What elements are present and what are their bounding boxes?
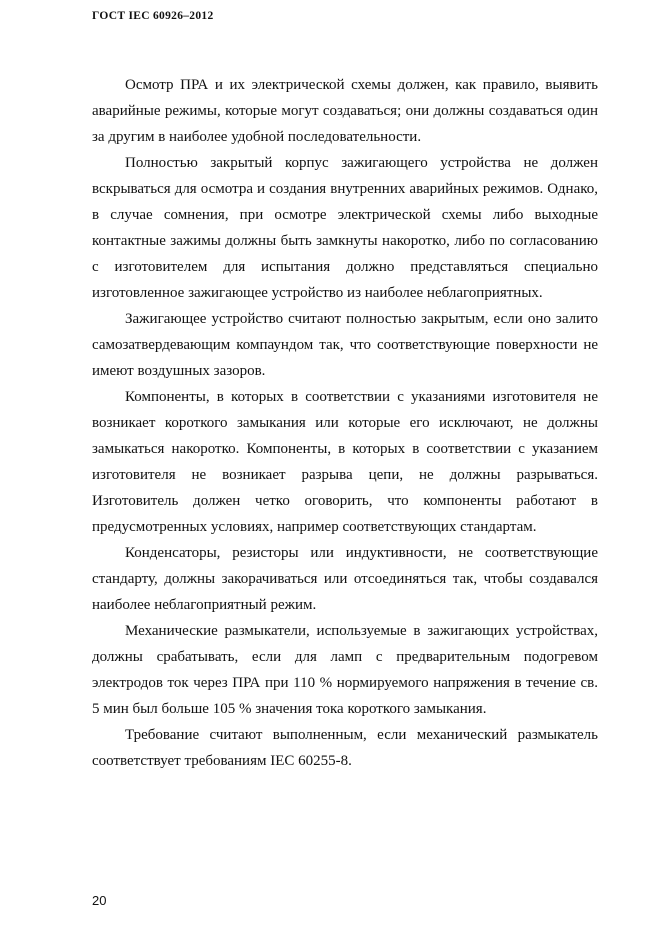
paragraph: Компоненты, в которых в соответствии с указаниями изготовителя не возникает короткого замыкания или которые его исключают, не должны замыкаться накоротко. Компоненты, в которых в соответствии с указанием изготовителя не возникает разрыва цепи, не должны разрываться. Изготовитель должен четко оговорить, что компоненты работают в предусмотренных условиях, например соответствующих стандартам.: [92, 389, 598, 535]
paragraph: Требование считают выполненным, если механический размыкатель соответствует требованиям IEC 60255-8.: [92, 727, 598, 769]
paragraph: Полностью закрытый корпус зажигающего устройства не должен вскрываться для осмотра и создания внутренних аварийных режимов. Однако, в случае сомнения, при осмотре электрической схемы либо выходные контактные зажимы должны быть замкнуты накоротко, либо по согласованию с изготовителем для испытания должно представляться специально изготовленное зажигающее устройство из наиболее неблагоприятных.: [92, 155, 598, 301]
document-header: ГОСТ IEC 60926–2012: [92, 10, 214, 22]
page-number: 20: [92, 893, 107, 908]
paragraph: Механические размыкатели, используемые в зажигающих устройствах, должны срабатывать, если для ламп с предварительным подогревом электродов ток через ПРА при 110 % нормируемого напряжения в течение св. 5 мин был больше 105 % значения тока короткого замыкания.: [92, 623, 598, 717]
paragraph: Конденсаторы, резисторы или индуктивности, не соответствующие стандарту, должны закорачиваться или отсоединяться так, чтобы создавался наиболее неблагоприятный режим.: [92, 545, 598, 613]
paragraph: Осмотр ПРА и их электрической схемы должен, как правило, выявить аварийные режимы, которые могут создаваться; они должны создаваться один за другим в наиболее удобной последовательности.: [92, 77, 598, 145]
paragraph: Зажигающее устройство считают полностью закрытым, если оно залито самозатвердевающим компаундом так, что соответствующие поверхности не имеют воздушных зазоров.: [92, 311, 598, 379]
document-body: [92, 72, 598, 774]
